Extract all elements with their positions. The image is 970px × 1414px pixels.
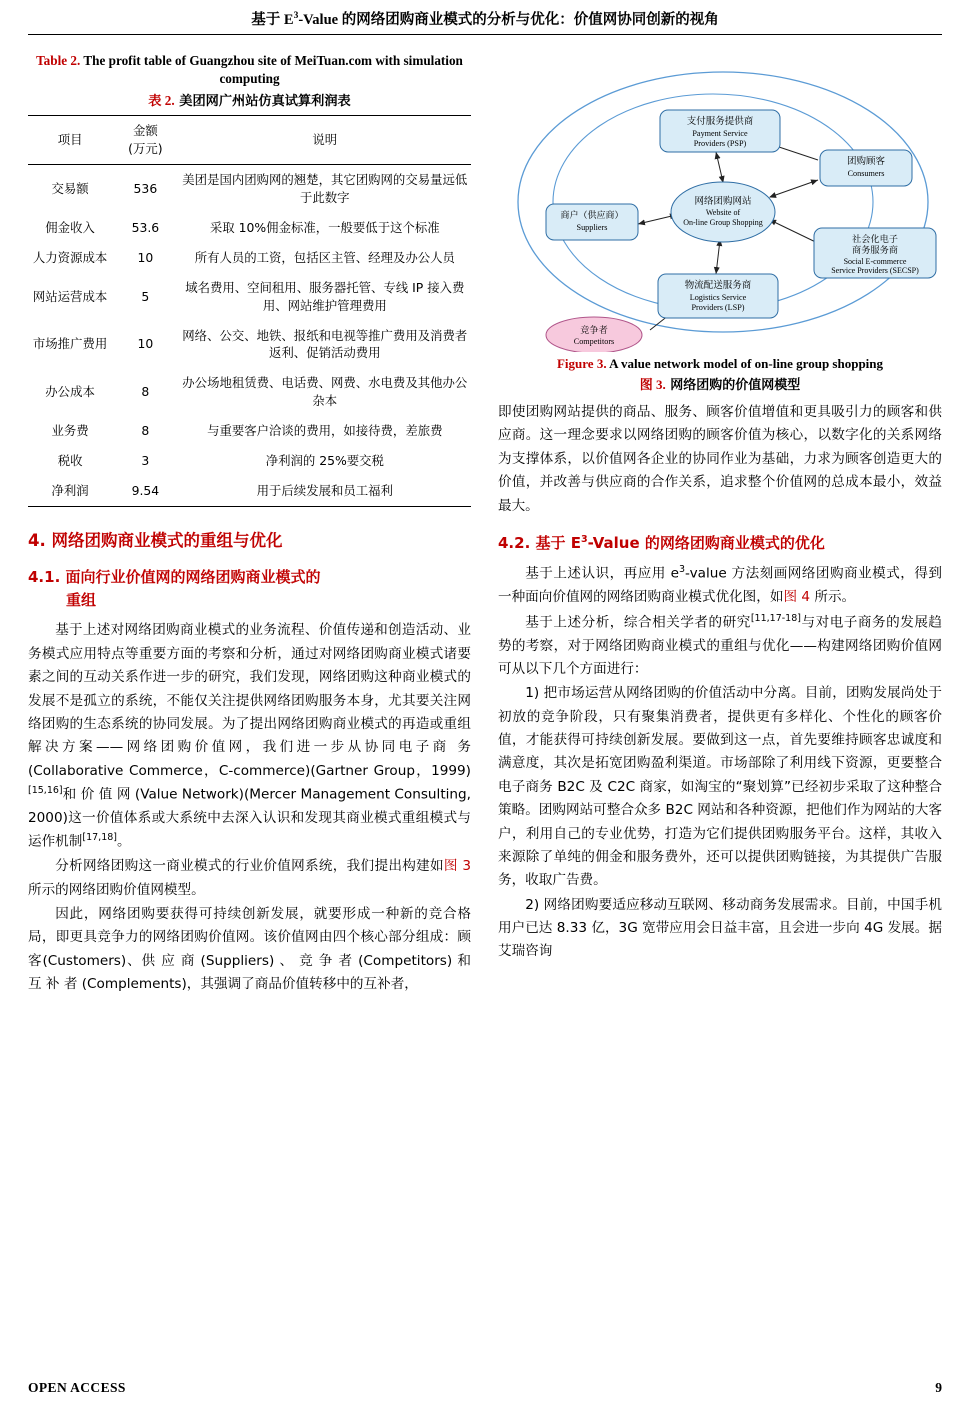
paragraph-right-5: 2) 网络团购要适应移动互联网、移动商务发展需求。目前，中国手机用户已达 8.33 亿，3G 宽带应用会日益丰富，且会进一步向 4G 发展。据艾瑞咨询 — [498, 896, 942, 960]
cell-item: 市场推广费用 — [32, 336, 108, 352]
e3-superscript: 3 — [679, 564, 686, 576]
paragraph-left-3: 因此，网络团购要获得可持续创新发展，就要形成一种新的竞合格局，即更具竞争力的网络团购价值网。该价值网由四个核心部分组成：顾客(Customers)、供 应 商 (Suppliers) 、 竞 争 者 (Competitors) 和 互 补 者 (Complements)，其强调了商品价值转移中的互补者， — [28, 906, 471, 993]
header-rule — [28, 34, 942, 35]
node-secsp-en2: Service Providers (SECSP) — [831, 266, 919, 275]
figure-3-reference[interactable]: 图 3 — [443, 858, 471, 875]
cell-desc: 美团是国内团购网的翘楚，其它团购网的交易量远低于此数字 — [182, 171, 468, 205]
cell-amount: 3 — [141, 453, 150, 469]
paragraph-right-2-c: 所示。 — [810, 589, 856, 606]
cell-item: 净利润 — [28, 476, 112, 506]
table-caption-en — [28, 52, 471, 88]
node-psp-cn: 支付服务提供商 — [686, 116, 754, 127]
cell-desc: 采取 10%佣金标准，一般要低于这个标准 — [209, 219, 440, 235]
node-suppliers — [546, 204, 638, 240]
page-number: 9 — [935, 1380, 942, 1395]
cell-amount: 536 — [133, 180, 158, 196]
table-row — [28, 213, 471, 243]
th-item: 项目 — [28, 115, 112, 164]
ref-15-16: [15,16] — [28, 785, 63, 797]
table-caption-en-text: The profit table of Guangzhou site of MeiTuan.com with simulation computing — [83, 53, 463, 86]
cell-desc: 网络、公交、地铁、报纸和电视等推广费用及消费者返利、促销活动费用 — [182, 327, 468, 361]
table-caption-cn — [28, 90, 471, 109]
ref-11-17-18: [11,17-18] — [750, 612, 801, 624]
figure-caption-en-text: A value network model of on-line group shopping — [609, 356, 884, 371]
table-row — [28, 321, 471, 369]
cell-item: 交易额 — [51, 180, 89, 196]
section-heading-4: 4. 网络团购商业模式的重组与优化 — [28, 531, 283, 551]
paragraph-right-3-b: 与对电子商务的发展趋势的考察，对于网络团购商业模式的重组与优化——构建网络团购价值网可从以下几个方面进行： — [498, 614, 943, 677]
figure-3 — [498, 52, 942, 352]
table-row — [28, 476, 471, 506]
paragraph-right-3 — [498, 611, 942, 682]
node-consumers-en: Consumers — [847, 169, 885, 178]
cell-desc: 办公场地租赁费、电话费、网费、水电费及其他办公杂本 — [182, 375, 468, 409]
ref-17-18: [17,18] — [82, 832, 117, 844]
paragraph-left-1 — [28, 619, 471, 854]
th-amount-line1: 金额 — [132, 122, 158, 138]
node-consumers-cn: 团购顾客 — [846, 156, 886, 167]
table-caption-cn-label: 表 2. — [148, 92, 175, 108]
cell-amount: 10 — [137, 249, 154, 265]
cell-desc: 域名费用、空间租用、服务器托管、专线 IP 接入费用、网站维护管理费用 — [185, 279, 465, 313]
node-psp-en2: Providers (PSP) — [693, 139, 747, 148]
cell-item: 办公成本 — [45, 384, 95, 400]
figure-4-reference[interactable]: 图 4 — [783, 589, 811, 606]
node-psp-en1: Payment Service — [692, 129, 748, 138]
node-lsp-en1: Logistics Service — [689, 293, 747, 302]
paragraph-left-2-b: 所示的网络团购价值网模型。 — [28, 881, 205, 898]
section-4-2-sup: 3 — [581, 533, 588, 545]
node-secsp-cn1: 社会化电子 — [852, 234, 898, 245]
node-suppliers-cn: 商户（供应商） — [560, 211, 624, 221]
node-competitors-cn: 竞争者 — [580, 325, 608, 336]
node-lsp-cn: 物流配送服务商 — [684, 280, 752, 291]
paragraph-right-2-a: 基于上述认识，再应用 e — [525, 565, 679, 582]
node-secsp-en1: Social E-commerce — [843, 257, 907, 266]
cell-item: 佣金收入 — [45, 219, 95, 235]
running-head-text-a: 基于 E — [251, 12, 294, 28]
cell-amount: 5 — [141, 288, 150, 304]
figure-caption-en — [498, 356, 942, 372]
paragraph-left-1-b: 和 价 值 网 (Value Network)(Mercer Management Consulting, 2000)这一价值体系或大系统中去深入认识和发现其商业模式重组模式与运作机制 — [28, 786, 471, 850]
paragraph-right-3-a: 基于上述分析，综合相关学者的研究 — [525, 614, 751, 631]
cell-item: 业务费 — [51, 423, 89, 439]
running-head — [0, 8, 970, 29]
table-row — [28, 273, 471, 321]
table-header-row — [28, 115, 471, 164]
section-4-1-line1: 面向行业价值网的网络团购商业模式的 — [65, 568, 321, 587]
table-row — [28, 368, 471, 416]
node-competitors-en: Competitors — [573, 337, 615, 346]
section-4-2-text-b: -Value 的网络团购商业模式的优化 — [587, 533, 825, 552]
table-row — [28, 416, 471, 446]
node-website-cn: 网络团购网站 — [694, 196, 752, 207]
left-column — [28, 52, 471, 998]
table-row — [28, 243, 471, 273]
node-lsp-en2: Providers (LSP) — [691, 303, 745, 312]
cell-item: 人力资源成本 — [32, 249, 108, 265]
paragraph-right-4: 1) 把市场运营从网络团购的价值活动中分离。目前，团购发展尚处于初放的竞争阶段，只有聚集消费者，提供更有多样化、个性化的顾客价值，才能获得可持续创新发展。要做到这一点，首先要维持顾客忠诚度和满意度，其次是拓宽团购盈利渠道。市场部除了利用线下资源，更要整合电子商务 B2C 及 C2C 商家，如淘宝的“聚划算”已经初步采取了这种整合策略。团购网站可整合众多 B2C 网站和各种资源，把他们作为网站的大客户，利用自己的专业优势，打造为它们提供团购服务平台。这样，其收入来源除了单纯的佣金和服务费外，还可以提供团购链接，为其提供广告服务，收取广告费。 — [498, 685, 942, 889]
cell-item: 税收 — [57, 453, 83, 469]
paragraph-left-2-a: 分析网络团购这一商业模式的行业价值网系统，我们提出构建如 — [55, 858, 444, 875]
cell-item: 网站运营成本 — [32, 288, 108, 304]
cell-amount: 8 — [141, 423, 150, 439]
table-row — [28, 446, 471, 476]
cell-amount: 9.54 — [112, 476, 178, 506]
profit-table — [28, 115, 471, 508]
running-head-sup: 3 — [293, 11, 299, 22]
figure-caption-cn — [498, 374, 942, 393]
cell-desc: 净利润的 25%要交税 — [265, 453, 384, 469]
paragraph-left-1-a: 基于上述对网络团购商业模式的业务流程、价值传递和创造活动、业务模式应用特点等重要方面的考察和分析，通过对网络团购商业模式诸要素之间的互动关系作进一步的研究，我们发现，网络团购这种商业模式的发展不是孤立的系统，不能仅关注提供网络团购服务本身，尤其要关注网络团购的生态系统的协同发展。为了提出网络团购商业模式的再造或重组解决方案——网络团购价值网，我们进一步从协同电子商 务 (Collaborative Commerce，C-commerce)(Gartner Group，1999) — [28, 622, 471, 779]
cell-amount: 53.6 — [131, 219, 160, 235]
table-head — [28, 115, 471, 164]
paragraph-left-1-c: 。 — [116, 833, 131, 850]
section-heading-4-2 — [498, 532, 942, 555]
table-row — [28, 164, 471, 212]
paragraph-right-1: 即使团购网站提供的商品、服务、顾客价值增值和更具吸引力的顾客和供应商。这一理念要求以网络团购的顾客价值为核心，以数字化的关系网络为支撑体系，以价值网各企业的协同作业为基础，力求为顾客创造更大的价值，并改善与供应商的合作关系，追求整个价值网的总成本最小，效益最大。 — [498, 404, 942, 514]
paragraph-right-2-b: -value 方法刻画网络团购商业模式，得到一种面向价值网的网络团购商业模式优化图，如 — [498, 565, 943, 606]
figure-caption-cn-text: 网络团购的价值网模型 — [670, 378, 801, 393]
section-4-1-line2: 重组 — [66, 590, 97, 609]
cell-amount: 8 — [141, 384, 150, 400]
value-network-diagram — [498, 52, 942, 352]
section-heading-4-1 — [28, 566, 471, 611]
table-caption-cn-text: 美团网广州站仿真试算利润表 — [179, 93, 351, 109]
running-head-text-b: -Value 的网络团购商业模式的分析与优化：价值网协同创新的视角 — [298, 12, 719, 28]
node-website-en2: On-line Group Shopping — [683, 218, 763, 227]
footer-open-access: OPEN ACCESS — [28, 1380, 126, 1395]
figure-caption-en-label: Figure 3. — [556, 356, 607, 371]
paragraph-left-2 — [28, 855, 471, 902]
cell-desc: 用于后续发展和员工福利 — [179, 476, 471, 506]
cell-desc: 与重要客户洽谈的费用，如接待费，差旅费 — [207, 423, 443, 439]
section-4-2-text-a: 基于 E — [535, 533, 581, 552]
right-column — [498, 52, 942, 965]
cell-amount: 10 — [137, 336, 154, 352]
cell-desc: 所有人员的工资，包括区主管、经理及办公人员 — [194, 249, 455, 265]
th-amount-line2: (万元) — [128, 140, 163, 156]
section-4-1-number: 4.1. — [28, 568, 61, 587]
section-4-2-number: 4.2. — [498, 533, 531, 552]
paragraph-right-2 — [498, 562, 942, 609]
th-amount — [112, 115, 178, 164]
node-website-en1: Website of — [705, 208, 741, 217]
node-secsp-cn2: 商务服务商 — [852, 245, 898, 256]
table-caption-en-label: Table 2. — [36, 53, 81, 68]
figure-caption-cn-label: 图 3. — [639, 377, 666, 392]
table-body — [28, 164, 471, 507]
node-suppliers-en: Suppliers — [576, 223, 608, 232]
th-desc: 说明 — [179, 115, 471, 164]
